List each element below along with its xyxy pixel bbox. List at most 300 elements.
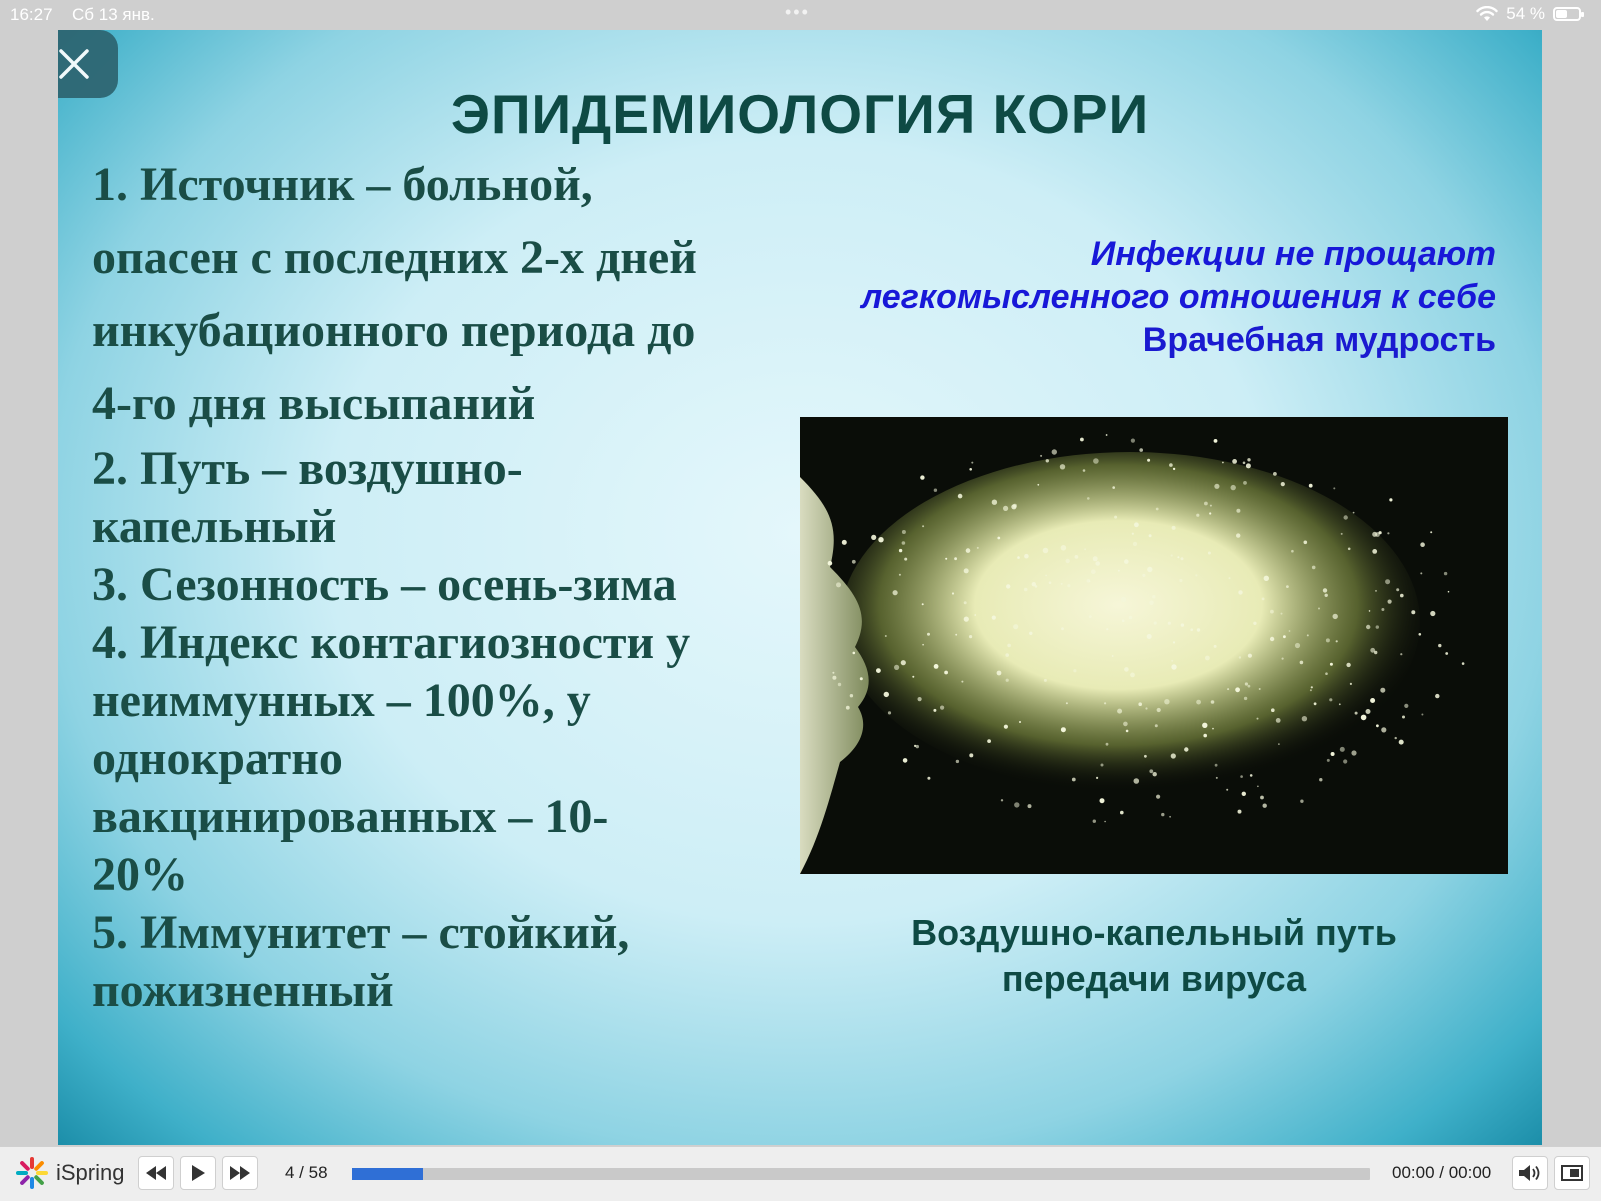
status-right xyxy=(1476,4,1581,24)
droplet-speck xyxy=(1197,628,1200,631)
volume-icon xyxy=(1519,1165,1541,1181)
droplet-speck xyxy=(1203,734,1207,738)
droplet-speck xyxy=(1006,679,1009,682)
droplet-speck xyxy=(1001,799,1003,801)
droplet-speck xyxy=(1222,462,1224,464)
droplet-speck xyxy=(1318,608,1320,610)
quote xyxy=(776,233,1496,362)
droplet-speck xyxy=(1331,752,1335,756)
droplet-speck xyxy=(1013,504,1017,508)
droplet-speck xyxy=(1307,634,1309,636)
droplet-speck xyxy=(1239,656,1241,658)
droplet-speck xyxy=(1120,811,1124,815)
droplet-speck xyxy=(1024,588,1028,592)
droplet-speck xyxy=(1106,743,1109,746)
droplet-speck xyxy=(1375,590,1377,592)
droplet-speck xyxy=(1336,640,1338,642)
droplet-speck xyxy=(899,574,901,576)
droplet-speck xyxy=(1353,512,1355,514)
droplet-speck xyxy=(1435,694,1439,698)
droplet-speck xyxy=(1244,697,1247,700)
progress-bar[interactable] xyxy=(352,1168,1370,1180)
droplet-speck xyxy=(1300,661,1304,665)
droplet-speck xyxy=(992,616,996,620)
droplet-speck xyxy=(1096,777,1098,779)
droplet-speck xyxy=(850,694,853,697)
droplet-speck xyxy=(1043,548,1049,554)
droplet-speck xyxy=(1121,597,1126,602)
slide xyxy=(58,30,1542,1145)
droplet-speck xyxy=(1229,577,1231,579)
droplet-speck xyxy=(1389,498,1392,501)
droplet-speck xyxy=(1259,688,1261,690)
photo-caption: Воздушно-капельный путь передачи вируса xyxy=(911,912,1397,999)
battery-icon xyxy=(1553,7,1581,21)
droplet-speck xyxy=(918,697,922,701)
droplet-speck xyxy=(964,568,969,573)
droplet-speck xyxy=(1089,615,1092,618)
droplet-speck xyxy=(1204,502,1208,506)
droplet-speck xyxy=(1052,449,1057,454)
droplet-speck xyxy=(1117,709,1122,714)
droplet-speck xyxy=(1029,632,1032,635)
droplet-speck xyxy=(1226,789,1228,791)
droplet-speck xyxy=(1196,514,1199,517)
droplet-speck xyxy=(922,644,924,646)
droplet-speck xyxy=(1411,610,1415,614)
droplet-speck xyxy=(1171,660,1173,662)
droplet-speck xyxy=(903,758,908,763)
droplet-speck xyxy=(1024,554,1029,559)
droplet-speck xyxy=(1214,484,1219,489)
droplet-speck xyxy=(1147,634,1152,639)
battery-percent: 54 % xyxy=(1506,4,1545,23)
droplet-speck xyxy=(1209,512,1211,514)
droplet-speck xyxy=(1312,566,1316,570)
droplet-speck xyxy=(1246,463,1251,468)
droplet-speck xyxy=(969,753,973,757)
droplet-speck xyxy=(1156,795,1160,799)
droplet-speck xyxy=(920,475,924,479)
droplet-speck xyxy=(871,535,876,540)
droplet-speck xyxy=(876,668,881,673)
droplet-speck xyxy=(952,592,954,594)
droplet-speck xyxy=(1327,759,1330,762)
droplet-speck xyxy=(860,677,863,680)
droplet-speck xyxy=(1080,438,1084,442)
droplet-speck xyxy=(1172,526,1176,530)
droplet-speck xyxy=(1124,667,1129,672)
droplet-speck xyxy=(1366,625,1370,629)
droplet-speck xyxy=(1171,664,1176,669)
droplet-speck xyxy=(1348,548,1351,551)
droplet-speck xyxy=(956,760,959,763)
droplet-speck xyxy=(1061,727,1066,732)
droplet-speck xyxy=(1124,559,1129,564)
droplet-speck xyxy=(992,500,997,505)
droplet-speck xyxy=(954,557,957,560)
droplet-speck xyxy=(1101,764,1104,767)
droplet-speck xyxy=(1045,575,1047,577)
droplet-speck xyxy=(1066,702,1068,704)
droplet-speck xyxy=(1283,635,1286,638)
droplet-speck xyxy=(1257,718,1259,720)
droplet-speck xyxy=(1106,434,1108,436)
droplet-speck xyxy=(1421,714,1423,716)
droplet-speck xyxy=(1190,628,1193,631)
droplet-speck xyxy=(1017,556,1020,559)
list-item: 1. Источник – больной, опасен с последних 2-х дней инкубационного периода до 4-го дня высыпаний xyxy=(92,158,697,430)
droplet-speck xyxy=(1253,622,1256,625)
droplet-speck xyxy=(1149,769,1153,773)
droplet-speck xyxy=(927,777,930,780)
droplet-speck xyxy=(1046,459,1049,462)
droplet-speck xyxy=(1372,549,1377,554)
droplet-speck xyxy=(1171,554,1173,556)
droplet-speck xyxy=(1438,644,1441,647)
wifi-icon xyxy=(1476,6,1498,22)
droplet-speck xyxy=(1243,481,1247,485)
droplet-speck xyxy=(1156,508,1159,511)
droplet-speck xyxy=(1260,796,1264,800)
droplet-speck xyxy=(1149,534,1152,537)
droplet-speck xyxy=(1376,724,1379,727)
droplet-speck xyxy=(893,590,898,595)
droplet-speck xyxy=(1134,778,1140,784)
droplet-speck xyxy=(1205,656,1210,661)
droplet-speck xyxy=(1216,777,1218,779)
droplet-speck xyxy=(1325,594,1328,597)
ispring-logo xyxy=(14,1155,124,1191)
droplet-speck xyxy=(1104,821,1106,823)
droplet-speck xyxy=(1325,672,1328,675)
droplet-speck xyxy=(1326,638,1330,642)
droplet-speck xyxy=(1235,687,1240,692)
status-date: Сб 13 янв. xyxy=(72,5,155,24)
droplet-speck xyxy=(1014,802,1019,807)
droplet-speck xyxy=(971,462,973,464)
droplet-speck xyxy=(964,601,967,604)
droplet-speck xyxy=(997,537,1000,540)
droplet-speck xyxy=(1153,772,1157,776)
player-bar xyxy=(0,1146,1601,1201)
droplet-speck xyxy=(987,739,991,743)
droplet-speck xyxy=(1238,590,1242,594)
droplet-speck xyxy=(1339,703,1341,705)
battery-fill xyxy=(1556,10,1567,18)
droplet-speck xyxy=(1130,673,1135,678)
droplet-speck xyxy=(945,558,947,560)
droplet-speck xyxy=(1149,600,1154,605)
epidemiology-list xyxy=(92,148,772,1020)
droplet-speck xyxy=(1155,724,1158,727)
droplet-speck xyxy=(1181,557,1184,560)
status-bar xyxy=(0,0,1601,30)
droplet-speck xyxy=(1003,506,1008,511)
droplet-speck xyxy=(1215,764,1218,767)
droplet-speck xyxy=(1264,576,1269,581)
droplet-speck xyxy=(1350,683,1352,685)
droplet-speck xyxy=(1122,619,1125,622)
droplet-speck xyxy=(1123,722,1128,727)
droplet-speck xyxy=(1448,591,1450,593)
droplet-speck xyxy=(1195,574,1197,576)
droplet-speck xyxy=(1300,800,1303,803)
droplet-speck xyxy=(1104,702,1106,704)
droplet-speck xyxy=(1420,572,1422,574)
fullscreen-icon xyxy=(1561,1165,1583,1181)
droplet-speck xyxy=(1106,628,1108,630)
droplet-speck xyxy=(1139,448,1143,452)
droplet-speck xyxy=(1245,682,1248,685)
droplet-speck xyxy=(1395,737,1397,739)
droplet-speck xyxy=(1276,718,1281,723)
droplet-speck xyxy=(1385,579,1390,584)
droplet-speck xyxy=(853,652,856,655)
droplet-speck xyxy=(927,633,930,636)
droplet-speck xyxy=(1399,740,1404,745)
droplet-speck xyxy=(1381,608,1384,611)
droplet-speck xyxy=(1420,542,1425,547)
droplet-speck xyxy=(1314,702,1317,705)
droplet-speck xyxy=(899,549,902,552)
droplet-speck xyxy=(1147,459,1150,462)
droplet-speck xyxy=(1154,622,1157,625)
droplet-speck xyxy=(1040,455,1042,457)
slide-title: ЭПИДЕМИОЛОГИЯ КОРИ xyxy=(450,83,1150,145)
droplet-speck xyxy=(1278,743,1280,745)
droplet-speck xyxy=(1214,439,1218,443)
list-item: 5. Иммунитет – стойкий, пожизненный xyxy=(92,906,630,1017)
droplet-speck xyxy=(912,676,914,678)
droplet-speck xyxy=(934,664,939,669)
droplet-speck xyxy=(1144,755,1147,758)
droplet-speck xyxy=(1073,669,1076,672)
droplet-speck xyxy=(1370,698,1375,703)
droplet-speck xyxy=(1330,663,1333,666)
droplet-speck xyxy=(1211,700,1215,704)
sneeze-photo xyxy=(800,417,1508,874)
play-icon xyxy=(191,1165,205,1181)
list-item: 2. Путь – воздушно- капельный xyxy=(92,442,523,553)
droplet-speck xyxy=(1295,643,1300,648)
droplet-speck xyxy=(997,671,1002,676)
droplet-speck xyxy=(1049,581,1052,584)
droplet-speck xyxy=(1355,712,1358,715)
droplet-speck xyxy=(1112,655,1114,657)
droplet-speck xyxy=(1037,484,1039,486)
droplet-speck xyxy=(1270,610,1274,614)
droplet-speck xyxy=(1169,816,1171,818)
droplet-speck xyxy=(1060,464,1065,469)
droplet-speck xyxy=(1177,556,1179,558)
droplet-speck xyxy=(1400,653,1402,655)
droplet-speck xyxy=(1257,786,1259,788)
droplet-speck xyxy=(1131,439,1135,443)
droplet-speck xyxy=(904,558,907,561)
droplet-speck xyxy=(902,541,906,545)
droplet-speck xyxy=(1212,728,1214,730)
droplet-speck xyxy=(1304,541,1308,545)
droplet-speck xyxy=(1333,487,1335,489)
droplet-speck xyxy=(1196,700,1201,705)
droplet-speck xyxy=(1430,531,1432,533)
droplet-speck xyxy=(1445,652,1448,655)
droplet-speck xyxy=(1310,689,1312,691)
droplet-speck xyxy=(1061,583,1063,585)
droplet-speck xyxy=(1286,585,1289,588)
droplet-speck xyxy=(974,614,976,616)
droplet-speck xyxy=(902,530,906,534)
sneeze-illustration xyxy=(800,417,1508,874)
droplet-speck xyxy=(1242,792,1246,796)
droplet-speck xyxy=(1344,515,1348,519)
droplet-speck xyxy=(832,676,836,680)
droplet-speck xyxy=(1419,633,1422,636)
droplet-speck xyxy=(1273,472,1277,476)
droplet-speck xyxy=(894,665,899,670)
play-button[interactable] xyxy=(180,1156,216,1190)
droplet-speck xyxy=(940,706,944,710)
droplet-speck xyxy=(1291,550,1294,553)
droplet-speck xyxy=(1138,702,1142,706)
quote-line: легкомысленного отношения к себе xyxy=(861,278,1496,316)
droplet-speck xyxy=(1375,532,1380,537)
droplet-speck xyxy=(878,537,883,542)
droplet-speck xyxy=(1341,533,1343,535)
droplet-speck xyxy=(1145,707,1147,709)
droplet-speck xyxy=(1157,708,1161,712)
droplet-speck xyxy=(1019,721,1021,723)
droplet-speck xyxy=(1238,810,1242,814)
droplet-speck xyxy=(1134,522,1139,527)
droplet-speck xyxy=(1083,469,1086,472)
droplet-speck xyxy=(1243,462,1246,465)
droplet-speck xyxy=(852,560,856,564)
droplet-speck xyxy=(1271,708,1275,712)
droplet-speck xyxy=(1173,641,1175,643)
droplet-speck xyxy=(1381,727,1386,732)
droplet-speck xyxy=(1129,616,1133,620)
rewind-icon xyxy=(146,1166,166,1180)
droplet-speck xyxy=(1044,679,1047,682)
next-slide-button[interactable] xyxy=(222,1156,258,1190)
droplet-speck xyxy=(1066,559,1070,563)
droplet-speck xyxy=(1262,598,1265,601)
droplet-speck xyxy=(1302,716,1307,721)
droplet-speck xyxy=(922,525,924,527)
droplet-speck xyxy=(1061,627,1064,630)
droplet-speck xyxy=(1118,570,1120,572)
droplet-speck xyxy=(1329,698,1332,701)
droplet-speck xyxy=(1114,516,1117,519)
droplet-speck xyxy=(1323,588,1327,592)
droplet-speck xyxy=(964,617,969,622)
droplet-speck xyxy=(1462,662,1465,665)
droplet-speck xyxy=(1333,614,1338,619)
droplet-speck xyxy=(1270,637,1274,641)
droplet-speck xyxy=(1366,709,1371,714)
droplet-speck xyxy=(1396,588,1399,591)
droplet-speck xyxy=(1248,654,1252,658)
ispring-logo-text: iSpring xyxy=(56,1160,125,1185)
droplet-speck xyxy=(1181,623,1184,626)
droplet-speck xyxy=(1247,458,1250,461)
droplet-speck xyxy=(838,683,841,686)
droplet-speck xyxy=(1351,750,1356,755)
droplet-speck xyxy=(1281,613,1283,615)
list-item: 4. Индекс контагиозности у неиммунных – 100%, у однократно вакцинированных – 10- 20% xyxy=(92,616,691,901)
droplet-speck xyxy=(969,635,972,638)
close-icon xyxy=(58,47,91,81)
quote-author: Врачебная мудрость xyxy=(1142,321,1496,359)
droplet-speck xyxy=(1171,753,1176,758)
droplet-speck xyxy=(1380,688,1385,693)
droplet-speck xyxy=(885,635,887,637)
droplet-speck xyxy=(828,561,833,566)
droplet-speck xyxy=(1004,725,1008,729)
droplet-speck xyxy=(1404,704,1408,708)
droplet-speck xyxy=(1289,630,1291,632)
fullscreen-button[interactable] xyxy=(1554,1156,1590,1190)
volume-button[interactable] xyxy=(1512,1156,1548,1190)
droplet-speck xyxy=(1361,715,1367,721)
droplet-speck xyxy=(836,582,841,587)
quote-line: Инфекции не прощают xyxy=(1090,235,1496,273)
droplet-speck xyxy=(1087,497,1090,500)
droplet-speck xyxy=(1072,778,1076,782)
droplet-speck xyxy=(1250,774,1253,777)
progress-fill xyxy=(352,1168,423,1180)
droplet-speck xyxy=(1387,532,1389,534)
droplet-speck xyxy=(966,548,971,553)
droplet-speck xyxy=(1084,548,1086,550)
droplet-speck xyxy=(1400,594,1404,598)
droplet-speck xyxy=(1370,648,1375,653)
droplet-speck xyxy=(1202,723,1207,728)
droplet-speck xyxy=(1309,484,1313,488)
droplet-speck xyxy=(1248,685,1251,688)
droplet-speck xyxy=(1208,552,1211,555)
droplet-speck xyxy=(1227,688,1229,690)
droplet-speck xyxy=(846,706,850,710)
droplet-speck xyxy=(1142,574,1145,577)
droplet-speck xyxy=(1164,699,1169,704)
fast-forward-icon xyxy=(230,1166,250,1180)
droplet-speck xyxy=(933,709,936,712)
droplet-speck xyxy=(1133,542,1137,546)
droplet-speck xyxy=(1169,463,1173,467)
droplet-speck xyxy=(961,681,963,683)
droplet-speck xyxy=(1402,716,1405,719)
droplet-speck xyxy=(901,660,906,665)
droplet-speck xyxy=(1152,595,1155,598)
droplet-speck xyxy=(832,672,834,674)
droplet-speck xyxy=(969,468,972,471)
droplet-speck xyxy=(1343,759,1347,763)
droplet-speck xyxy=(1091,569,1096,574)
droplet-speck xyxy=(1210,505,1212,507)
droplet-speck xyxy=(1006,584,1010,588)
droplet-speck xyxy=(1035,585,1038,588)
status-time: 16:27 xyxy=(10,5,53,24)
multitasking-dots[interactable]: ••• xyxy=(785,2,810,22)
droplet-speck xyxy=(1388,600,1392,604)
page-indicator: 4 / 58 xyxy=(285,1163,328,1182)
ispring-logo-icon xyxy=(14,1155,50,1191)
droplet-speck xyxy=(1232,459,1237,464)
previous-slide-button[interactable] xyxy=(138,1156,174,1190)
